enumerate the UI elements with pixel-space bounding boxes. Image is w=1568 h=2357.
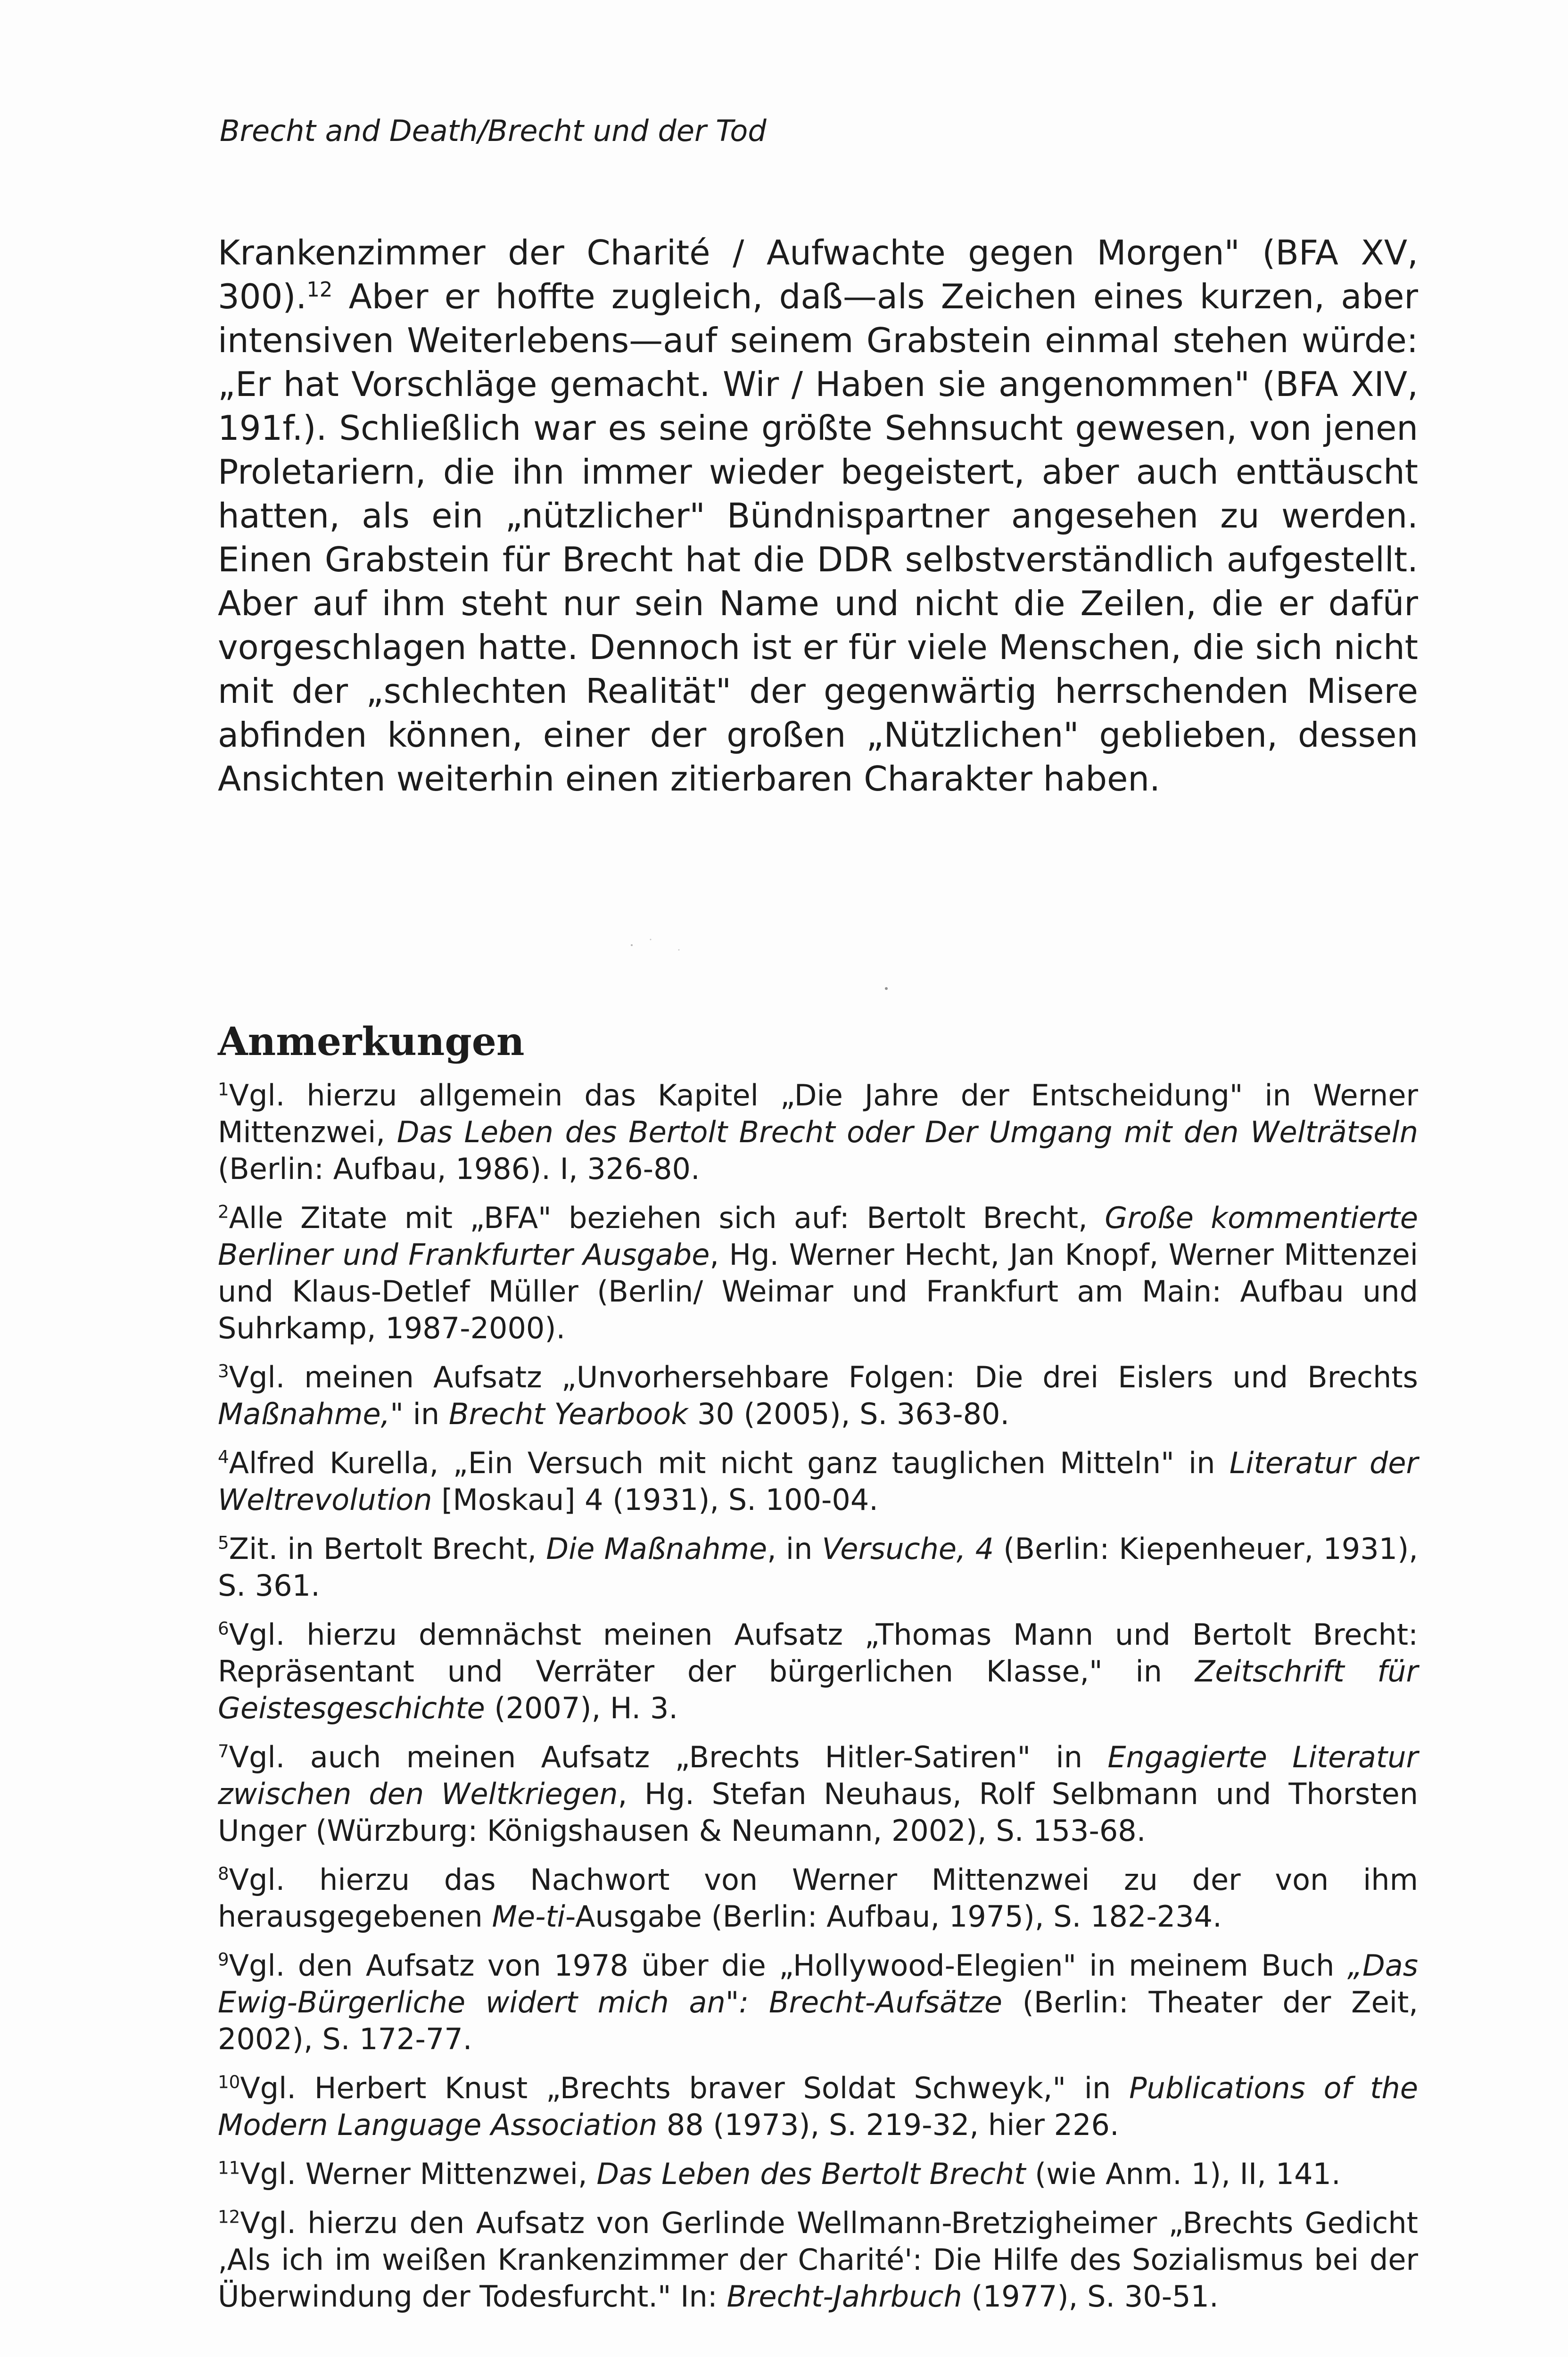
endnote-number: 2 [218,1201,229,1222]
notes-heading: Anmerkungen [218,1019,525,1064]
endnote-3 [218,1359,1418,1433]
endnote-number: 11 [218,2157,240,2178]
endnote-text: (wie Anm. 1), II, 141. [1025,2157,1341,2191]
endnote-title: „Das Ewig-Bürgerliche widert mich an": Brecht-Aufsätze [218,1948,1418,2019]
endnote-title: Maßnahme, [218,1397,390,1431]
endnote-text: (Berlin: Theater der Zeit, 2002), S. 172-77. [218,1985,1418,2056]
endnote-text: , Hg. Stefan Neuhaus, Rolf Selbmann und Thorsten Unger (Würzburg: Königshausen & Neumann, 2002), S. 153-68. [218,1777,1419,1848]
endnote-text: [Moskau] 4 (1931), S. 100-04. [432,1483,878,1517]
endnote-8 [218,1862,1418,1935]
endnote-1 [218,1077,1418,1187]
endnote-title: Das Leben des Bertolt Brecht [596,2157,1026,2191]
endnote-text: Alle Zitate mit „BFA" beziehen sich auf: Bertolt Brecht, [229,1201,1105,1235]
endnote-title: Brecht Yearbook [448,1397,688,1431]
endnote-title: Versuche, 4 [822,1532,994,1566]
endnote-text: Vgl. hierzu allgemein das Kapitel „Die Jahre der Entscheidung" in Werner Mittenzwei, [218,1078,1418,1149]
endnote-number: 1 [218,1079,229,1100]
endnote-2 [218,1200,1418,1347]
endnote-text: (Berlin: Kiepenheuer, 1931), S. 361. [218,1532,1418,1603]
endnote-text: , Hg. Werner Hecht, Jan Knopf, Werner Mittenzei und Klaus-Detlef Müller (Berlin/ Weimar und Frankfurt am Main: Aufbau und Suhrkamp, 1987-2000). [218,1237,1418,1345]
endnote-12 [218,2205,1418,2315]
endnote-title: Publications of the Modern Language Association [218,2071,1419,2142]
endnote-7 [218,1739,1418,1849]
endnote-10 [218,2070,1418,2143]
endnote-number: 9 [218,1949,229,1970]
endnote-text: 30 (2005), S. 363-80. [688,1397,1010,1431]
endnote-number: 12 [218,2206,240,2227]
body-paragraph [218,231,1418,801]
endnote-text: Vgl. hierzu das Nachwort von Werner Mittenzwei zu der von ihm herausgegebenen [218,1863,1418,1934]
endnote-number: 3 [218,1360,229,1382]
endnote-text: (Berlin: Aufbau, 1986). I, 326-80. [218,1152,700,1186]
endnote-9 [218,1947,1418,2058]
endnote-11 [218,2156,1418,2192]
endnote-title: Die Maßnahme [546,1532,767,1566]
endnote-text: 88 (1973), S. 219-32, hier 226. [657,2108,1119,2142]
endnote-number: 10 [218,2071,240,2093]
endnote-5 [218,1531,1418,1604]
endnote-6 [218,1616,1418,1727]
endnote-text: , in [767,1532,822,1566]
body-text-part-2: Aber er hoffte zugleich, daß—als Zeichen eines kurzen, aber intensiven Weiterlebens—auf seinem Grabstein einmal stehen würde: „Er hat Vorschläge gemacht. Wir / Haben sie angenommen" (BFA XIV, 191f.). Schließlich war es seine größte Sehnsucht gewesen, von jenen Proletariern, die ihn immer wieder begeistert, aber auch enttäuscht hatten, als ein „nützlicher" Bündnispartner angesehen zu werden. Einen Grabstein für Brecht hat die DDR selbstverständlich aufgestellt. Aber auf ihm steht nur sein Name und nicht die Zeilen, die er dafür vorgeschlagen hatte. Dennoch ist er für viele Menschen, die sich nicht mit der „schlechten Realität" der gegenwärtig herrschenden Misere abfinden können, einer der großen „Nützlichen" geblieben, dessen Ansichten weiterhin einen zitierbaren Charakter haben. [218,277,1418,799]
endnotes-list [218,1077,1418,2327]
endnote-number: 7 [218,1740,229,1762]
endnote-title: Brecht-Jahrbuch [726,2279,962,2314]
endnote-text: Vgl. meinen Aufsatz „Unvorhersehbare Folgen: Die drei Eislers und Brechts [229,1360,1418,1394]
endnote-title: Große kommentierte Berliner und Frankfurter Ausgabe [218,1201,1418,1272]
endnote-text: -Ausgabe (Berlin: Aufbau, 1975), S. 182-234. [565,1899,1222,1934]
endnote-number: 8 [218,1863,229,1884]
endnote-text: Vgl. auch meinen Aufsatz „Brechts Hitler-Satiren" in [229,1740,1108,1774]
endnote-title: Das Leben des Bertolt Brecht oder Der Umgang mit den Welträtseln [396,1115,1418,1149]
endnote-title: Literatur der Weltrevolution [218,1446,1419,1517]
scan-specks [622,936,924,992]
endnote-text: Vgl. hierzu den Aufsatz von Gerlinde Wellmann-Bretzigheimer „Brechts Gedicht ‚Als ich im weißen Krankenzimmer der Charité': Die Hilfe des Sozialismus bei der Überwindung der Todesfurcht." In: [218,2206,1418,2314]
endnote-number: 4 [218,1446,229,1467]
endnote-title: Me-ti [492,1899,566,1934]
endnote-title: Engagierte Literatur zwischen den Weltkriegen [218,1740,1419,1811]
running-head: Brecht and Death/Brecht und der Tod [220,114,767,148]
endnote-text: Vgl. den Aufsatz von 1978 über die „Hollywood-Elegien" in meinem Buch [229,1948,1347,1983]
endnote-text: (2007), H. 3. [485,1691,678,1725]
endnote-4 [218,1445,1418,1518]
endnote-text: Vgl. Herbert Knust „Brechts braver Soldat Schweyk," in [240,2071,1130,2105]
endnote-text: Alfred Kurella, „Ein Versuch mit nicht ganz tauglichen Mitteln" in [229,1446,1230,1480]
endnote-number: 6 [218,1618,229,1639]
endnote-text: Vgl. hierzu demnächst meinen Aufsatz „Thomas Mann und Bertolt Brecht: Repräsentant und Verräter der bürgerlichen Klasse," in [218,1617,1418,1689]
endnote-text: " in [390,1397,449,1431]
endnote-number: 5 [218,1532,229,1553]
endnote-text: Zit. in Bertolt Brecht, [229,1532,546,1566]
endnote-title: Zeitschrift für Geistesgeschichte [218,1654,1418,1725]
body-text-part-1: Krankenzimmer der Charité / Aufwachte gegen Morgen" (BFA XV, 300). [218,233,1418,316]
endnote-text: Vgl. Werner Mittenzwei, [240,2157,597,2191]
footnote-ref-12: 12 [306,278,333,302]
endnote-text: (1977), S. 30-51. [962,2279,1219,2314]
